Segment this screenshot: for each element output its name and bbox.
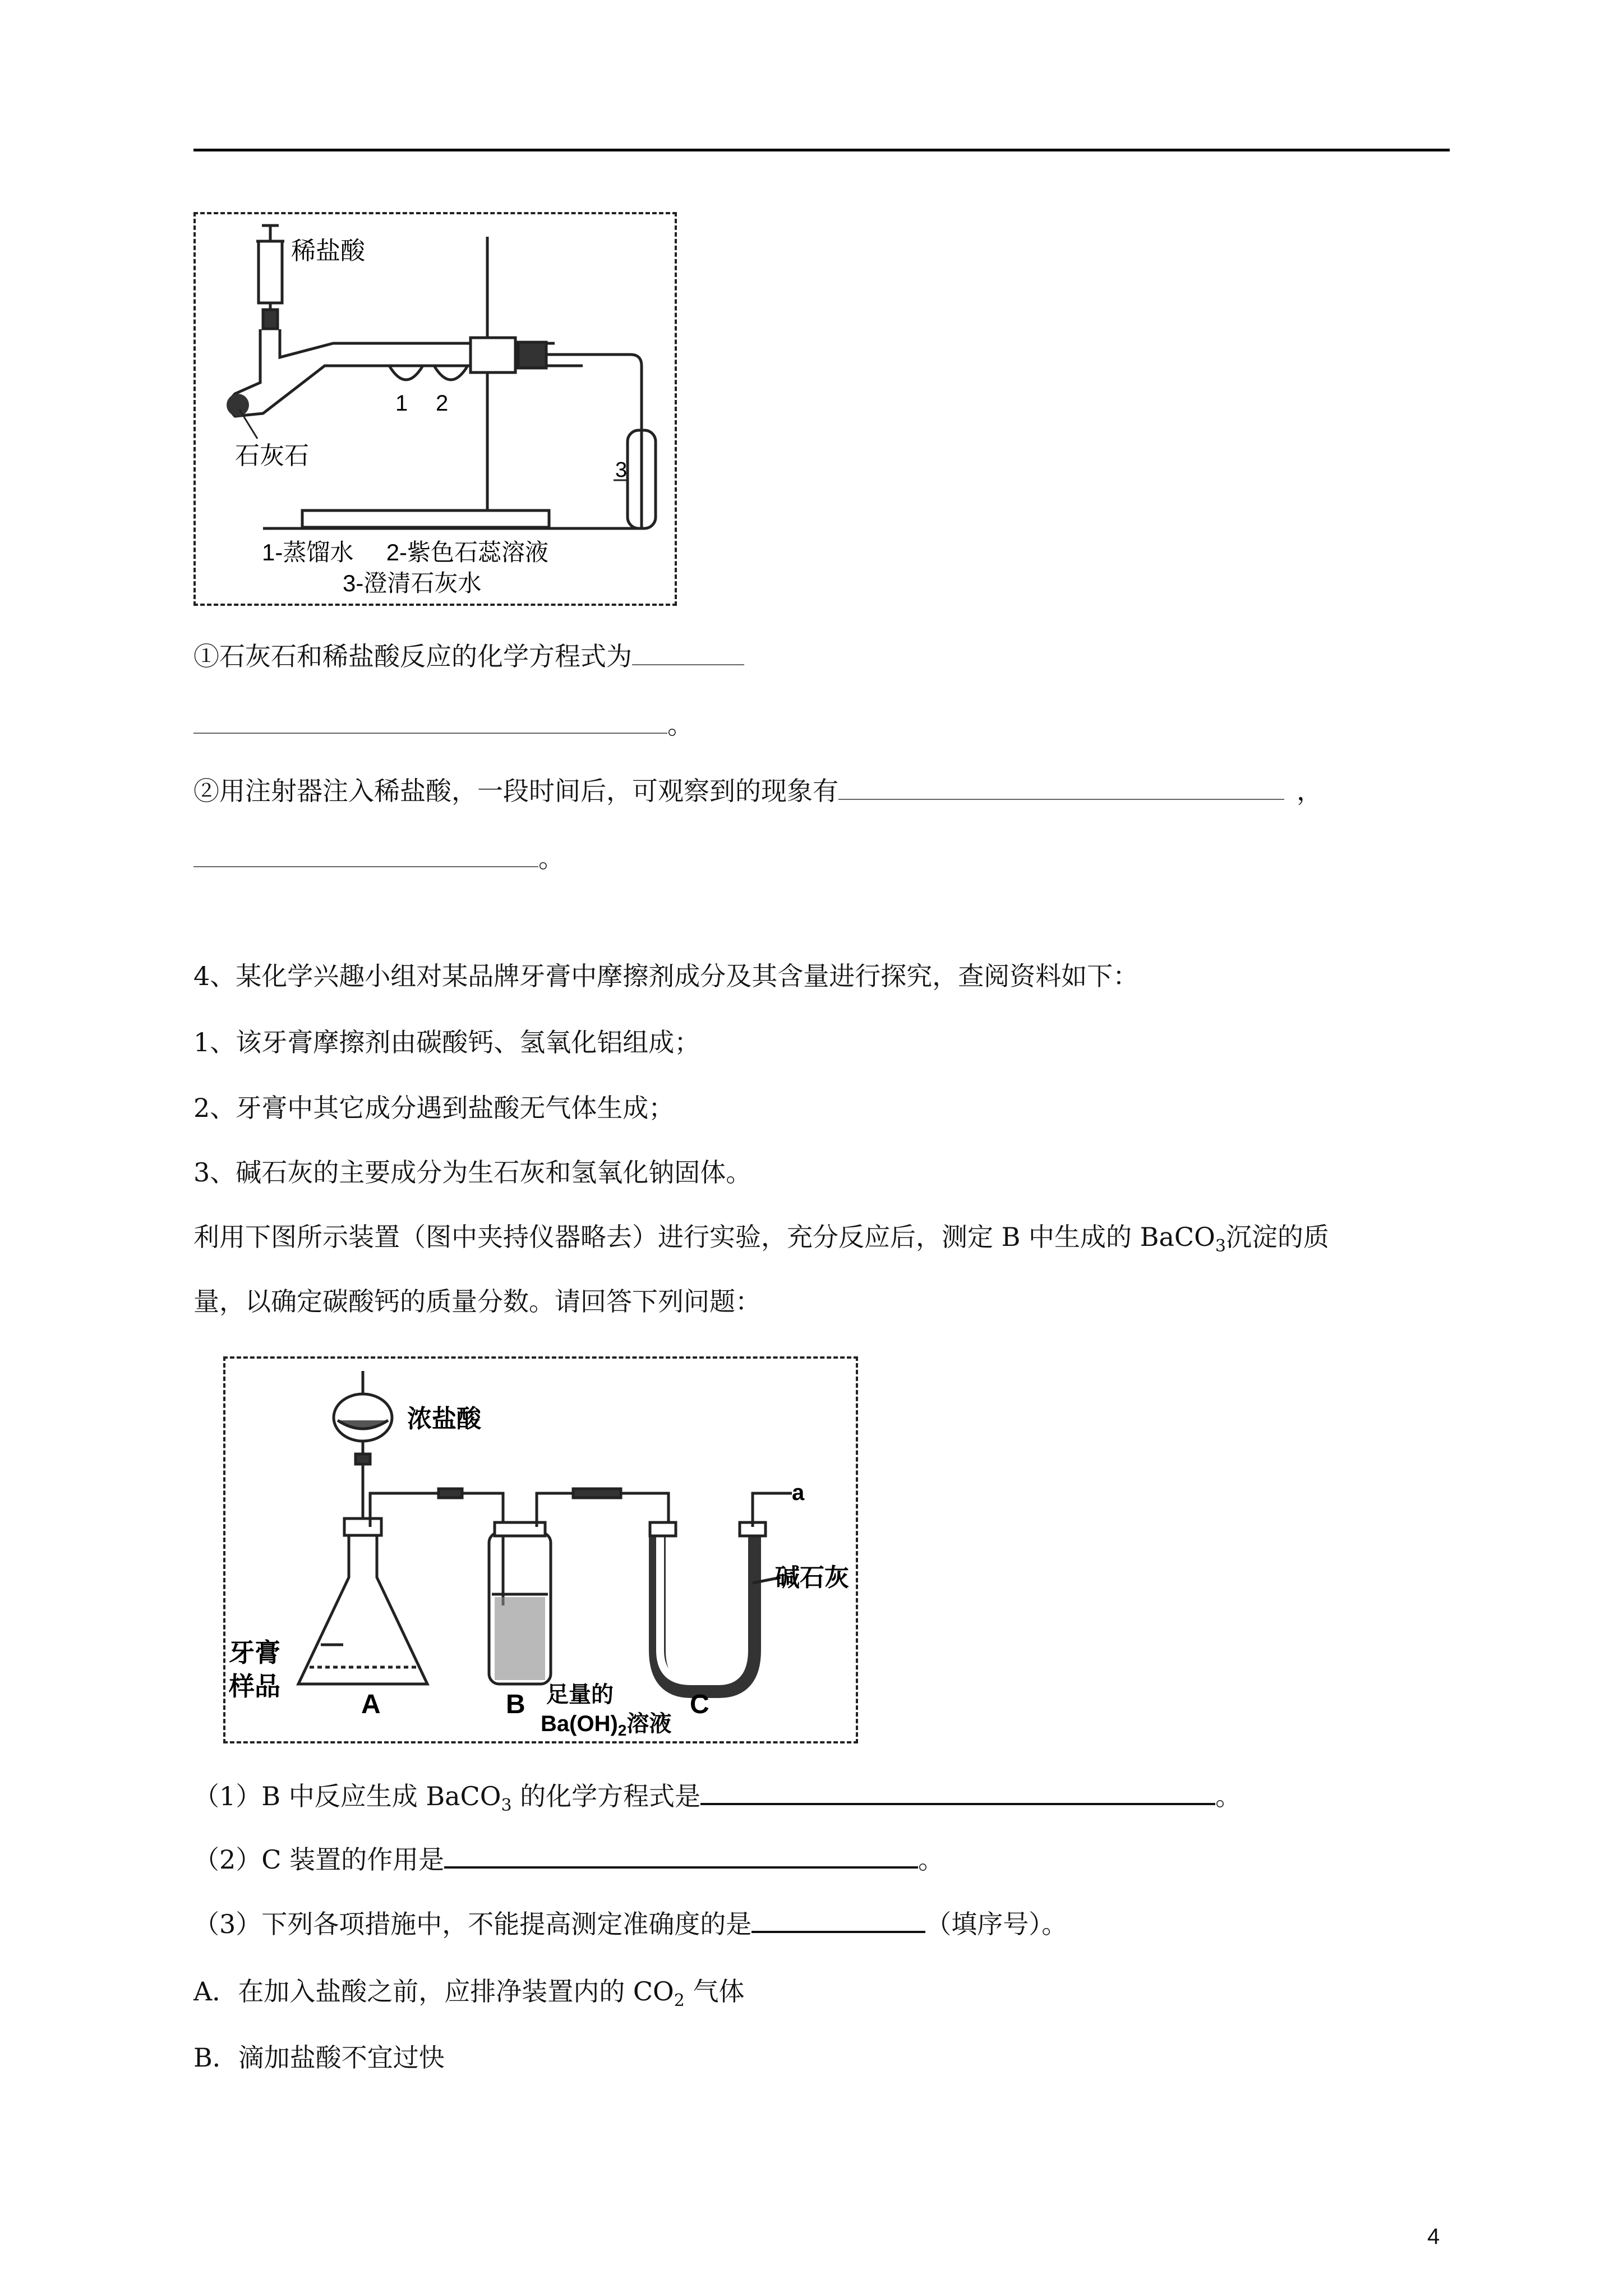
q3-item2-cont xyxy=(193,841,564,875)
q4-sub2-end: 。 xyxy=(918,1844,944,1875)
legend-line-1: 1-蒸馏水 2-紫色石蕊溶液 xyxy=(262,539,549,565)
label-bulb-2: 2 xyxy=(436,391,449,416)
answer-blank-2b[interactable] xyxy=(193,841,538,867)
q3-item2 xyxy=(193,774,1322,808)
label-solution-1: 足量的 xyxy=(546,1682,614,1707)
legend-line-2: 3-澄清石灰水 xyxy=(343,570,482,596)
label-A: A xyxy=(361,1690,381,1719)
q4-intro: 4、某化学兴趣小组对某品牌牙膏中摩擦剂成分及其含量进行探究，查阅资料如下： xyxy=(193,961,1139,991)
q4-method-a: 利用下图所示装置（图中夹持仪器略去）进行实验，充分反应后，测定 B 中生成的 BaCO xyxy=(193,1222,1215,1252)
bottle-b-liquid xyxy=(495,1597,545,1680)
apparatus-2-drawing xyxy=(225,1359,856,1741)
bulb-2 xyxy=(434,366,468,380)
q3-item1-end: 。 xyxy=(667,710,693,740)
q3-item1-cont xyxy=(193,708,693,742)
figure-apparatus-1 xyxy=(193,212,677,606)
label-soda-lime: 碱石灰 xyxy=(775,1564,849,1591)
q3-item2-comma: ， xyxy=(1297,776,1322,806)
q4-method-line2: 量，以确定碳酸钙的质量分数。请回答下列问题： xyxy=(193,1286,761,1317)
q4-sub1-end: 。 xyxy=(1215,1781,1242,1811)
q3-item2-text: ②用注射器注入稀盐酸，一段时间后，可观察到的现象有 xyxy=(193,776,838,806)
q4-sub1-a: （1）B 中反应生成 BaCO xyxy=(193,1781,501,1811)
q4-sub3-b: （填序号）。 xyxy=(925,1909,1068,1939)
q3-item1 xyxy=(193,639,744,673)
label-tube-3: 3 xyxy=(615,458,628,482)
q3-item1-text: ①石灰石和稀盐酸反应的化学方程式为 xyxy=(193,641,632,671)
label-sample-1: 牙膏 xyxy=(229,1638,280,1667)
q4-option-a-text: A．在加入盐酸之前，应排净装置内的 CO xyxy=(193,1976,674,2007)
bulb-1 xyxy=(389,366,423,380)
answer-blank-sub1[interactable] xyxy=(700,1778,1215,1805)
q4-method-b: 沉淀的质 xyxy=(1225,1222,1329,1252)
label-a: a xyxy=(792,1480,805,1505)
q4-method xyxy=(193,1220,1329,1263)
header-rule xyxy=(193,149,1450,151)
label-B: B xyxy=(506,1690,525,1719)
label-C: C xyxy=(690,1690,709,1719)
q4-sub2-a: （2）C 装置的作用是 xyxy=(193,1844,445,1875)
q4-sub1-b: 的化学方程式是 xyxy=(511,1781,701,1811)
q4-fact-2: 2、牙膏中其它成分遇到盐酸无气体生成； xyxy=(193,1093,675,1123)
label-conc-acid: 浓盐酸 xyxy=(407,1405,481,1433)
syringe-body xyxy=(259,241,282,303)
q4-option-a-end: 气体 xyxy=(684,1976,745,2007)
answer-blank-sub3[interactable] xyxy=(751,1906,925,1933)
q4-sub2 xyxy=(193,1842,944,1876)
q4-fact-1: 1、该牙膏摩擦剂由碳酸钙、氢氧化铝组成； xyxy=(193,1027,700,1057)
answer-blank-1b[interactable] xyxy=(193,708,667,734)
q3-item2-end: 。 xyxy=(538,843,564,873)
figure-apparatus-2 xyxy=(223,1356,858,1743)
label-solution-2: $Ba(OH)_2$溶液 xyxy=(541,1711,672,1739)
label-dilute-acid: 稀盐酸 xyxy=(291,237,365,265)
apparatus-1-drawing xyxy=(196,214,675,604)
limestone-icon xyxy=(227,394,249,416)
label-bulb-1: 1 xyxy=(395,391,408,416)
page-number: 4 xyxy=(1427,2224,1440,2249)
label-sample-2: 样品 xyxy=(229,1672,280,1701)
answer-blank-1a[interactable] xyxy=(632,639,744,665)
q4-method-sub: 3 xyxy=(1215,1236,1226,1257)
q4-fact-3: 3、碱石灰的主要成分为生石灰和氢氧化钠固体。 xyxy=(193,1157,752,1188)
q4-sub3 xyxy=(193,1906,1067,1941)
q4-sub1-sub: 3 xyxy=(501,1796,512,1816)
answer-blank-sub2[interactable] xyxy=(444,1842,918,1869)
q4-sub3-a: （3）下列各项措施中，不能提高测定准确度的是 xyxy=(193,1909,752,1939)
q4-option-b: B．滴加盐酸不宜过快 xyxy=(193,2042,445,2073)
q4-sub1 xyxy=(193,1778,1241,1823)
label-limestone: 石灰石 xyxy=(235,442,309,470)
answer-blank-2a[interactable] xyxy=(838,774,1284,800)
q4-option-a xyxy=(193,1975,744,2018)
q4-option-a-sub: 2 xyxy=(674,1991,685,2011)
